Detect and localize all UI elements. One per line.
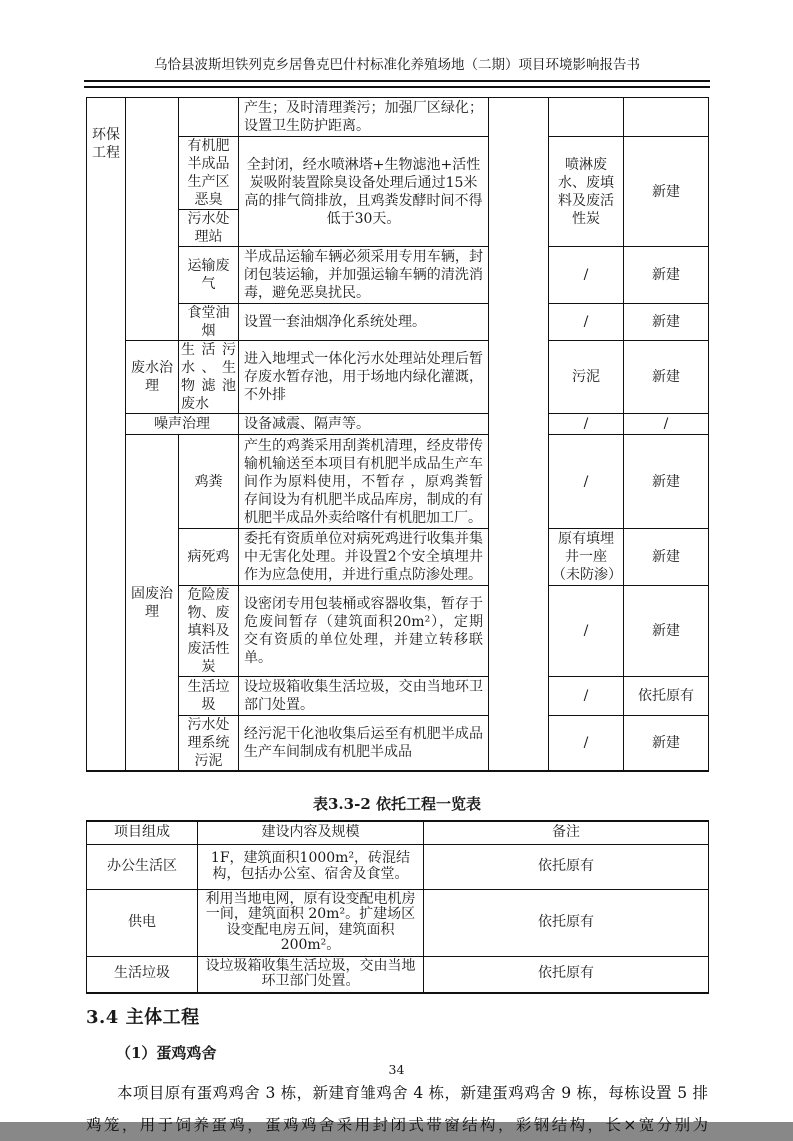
item-cell: 污水处理站 bbox=[179, 210, 239, 247]
measure-desc-cell: 进入地埋式一体化污水处理站处理后暂存废水暂存池，用于场地内绿化灌溉，不外排 bbox=[239, 341, 489, 414]
measure-desc-cell: 委托有资质单位对病死鸡进行收集并集中无害化处理。并设置2个安全填埋井作为应急使用，并进行重点防渗处理。 bbox=[239, 529, 489, 586]
group-label-cell: 环保工程 bbox=[87, 98, 126, 772]
table-header-row bbox=[87, 821, 709, 844]
header-double-rule bbox=[84, 80, 710, 88]
note-cell: 新建 bbox=[624, 247, 709, 304]
note-cell: / bbox=[624, 414, 709, 435]
measure-desc-cell: 设置一套油烟净化系统处理。 bbox=[239, 304, 489, 341]
category-cell: 噪声治理 bbox=[126, 414, 239, 435]
content-cell: 设垃圾箱收集生活垃圾，交由当地环卫部门处置。 bbox=[198, 956, 424, 993]
measure-desc-cell: 经污泥干化池收集后运至有机肥半成品生产车间制成有机肥半成品 bbox=[239, 716, 489, 772]
body-paragraph bbox=[86, 1077, 708, 1141]
table-row bbox=[87, 341, 709, 414]
item-cell: 病死鸡 bbox=[179, 529, 239, 586]
measure-desc-cell: 产生；及时清理粪污；加强厂区绿化；设置卫生防护距离。 bbox=[239, 98, 489, 137]
paragraph-line: 鸡笼，用于饲养蛋鸡，蛋鸡鸡舍采用封闭式带窗结构，彩钢结构，长×宽分别为 bbox=[86, 1115, 708, 1134]
waste-cell: 污泥 bbox=[549, 341, 624, 414]
item-cell: 食堂油烟 bbox=[179, 304, 239, 341]
item-cell: 生活污水、生物滤池废水 bbox=[179, 341, 239, 414]
supporting-works-table bbox=[86, 820, 709, 994]
table-row bbox=[87, 677, 709, 716]
waste-cell: / bbox=[549, 677, 624, 716]
measure-desc-cell: 半成品运输车辆必须采用专用车辆，封闭包装运输，并加强运输车辆的清洗消毒，避免恶臭扰民。 bbox=[239, 247, 489, 304]
note-cell: 依托原有 bbox=[424, 889, 709, 956]
item-cell: 鸡粪 bbox=[179, 435, 239, 529]
note-cell: 新建 bbox=[624, 304, 709, 341]
note-cell: 依托原有 bbox=[424, 844, 709, 889]
content-cell: 利用当地电网，原有设变配电机房一间，建筑面积 20m²。扩建场区设变配电房五间，建筑面积 200m²。 bbox=[198, 889, 424, 956]
table-row bbox=[87, 956, 709, 993]
component-cell: 办公生活区 bbox=[87, 844, 198, 889]
item-cell: 危险废物、废填料及废活性炭 bbox=[179, 586, 239, 677]
table-row bbox=[87, 304, 709, 341]
table-row bbox=[87, 247, 709, 304]
waste-cell: / bbox=[549, 414, 624, 435]
category-empty-cell bbox=[126, 98, 179, 341]
table-row bbox=[87, 137, 709, 210]
table-row bbox=[87, 529, 709, 586]
note-cell: 依托原有 bbox=[424, 956, 709, 993]
note-cell: 新建 bbox=[624, 435, 709, 529]
note-cell: 新建 bbox=[624, 529, 709, 586]
waste-cell: / bbox=[549, 304, 624, 341]
table-row bbox=[87, 844, 709, 889]
spacer-column-cell bbox=[489, 98, 549, 772]
measure-desc-cell: 产生的鸡粪采用刮粪机清理，经皮带传输机输送至本项目有机肥半成品生产车间作为原料使用，不暂存 ，原鸡粪暂存间设为有机肥半成品库房，制成的有机肥半成品外卖给喀什有机肥加工厂。 bbox=[239, 435, 489, 529]
waste-cell: / bbox=[549, 716, 624, 772]
note-cell: 新建 bbox=[624, 341, 709, 414]
column-header: 建设内容及规模 bbox=[198, 821, 424, 844]
page-number: 34 bbox=[388, 1062, 405, 1077]
item-cell: 生活垃圾 bbox=[179, 677, 239, 716]
component-cell: 供电 bbox=[87, 889, 198, 956]
waste-cell: / bbox=[549, 586, 624, 677]
column-header: 备注 bbox=[424, 821, 709, 844]
env-protection-table bbox=[86, 97, 709, 772]
waste-empty-cell bbox=[549, 98, 624, 137]
measure-desc-cell: 设备减震、隔声等。 bbox=[239, 414, 489, 435]
table-row bbox=[87, 414, 709, 435]
table-row bbox=[87, 98, 709, 137]
category-cell: 固废治理 bbox=[126, 435, 179, 772]
waste-cell: / bbox=[549, 435, 624, 529]
table-row bbox=[87, 435, 709, 529]
table-row bbox=[87, 586, 709, 677]
note-cell: 新建 bbox=[624, 716, 709, 772]
waste-cell: 原有填埋井一座（未防渗） bbox=[549, 529, 624, 586]
item-cell: 有机肥半成品生产区恶臭 bbox=[179, 137, 239, 210]
table2-caption: 表3.3-2 依托工程一览表 bbox=[313, 795, 481, 813]
table-row bbox=[87, 716, 709, 772]
note-empty-cell bbox=[624, 98, 709, 137]
content-cell: 1F，建筑面积1000m²，砖混结构，包括办公室、宿舍及食堂。 bbox=[198, 844, 424, 889]
table-row bbox=[87, 889, 709, 956]
waste-cell: / bbox=[549, 247, 624, 304]
item-cell: 运输废气 bbox=[179, 247, 239, 304]
column-header: 项目组成 bbox=[87, 821, 198, 844]
item-cell: 污水处理系统污泥 bbox=[179, 716, 239, 772]
component-cell: 生活垃圾 bbox=[87, 956, 198, 993]
report-header-title: 乌恰县波斯坦铁列克乡居鲁克巴什村标准化养殖场地（二期）项目环境影响报告书 bbox=[154, 57, 640, 73]
note-cell: 依托原有 bbox=[624, 677, 709, 716]
section-subheading: （1）蛋鸡鸡舍 bbox=[116, 1043, 217, 1062]
measure-desc-cell: 全封闭，经水喷淋塔+生物滤池+活性炭吸附装置除臭设备处理后通过15米高的排气筒排放，且鸡粪发酵时间不得低于30天。 bbox=[239, 137, 489, 247]
item-empty-cell bbox=[179, 98, 239, 137]
measure-desc-cell: 设密闭专用包装桶或容器收集，暂存于危废间暂存（建筑面积20m²），定期交有资质的单位处理，并建立转移联单。 bbox=[239, 586, 489, 677]
note-cell: 新建 bbox=[624, 137, 709, 247]
note-cell: 新建 bbox=[624, 586, 709, 677]
section-heading: 3.4 主体工程 bbox=[86, 1006, 200, 1028]
category-cell: 废水治理 bbox=[126, 341, 179, 414]
measure-desc-cell: 设垃圾箱收集生活垃圾，交由当地环卫部门处置。 bbox=[239, 677, 489, 716]
waste-cell: 喷淋废水、废填料及废活性炭 bbox=[549, 137, 624, 247]
paragraph-line: 本项目原有蛋鸡鸡舍 3 栋，新建育雏鸡舍 4 栋，新建蛋鸡鸡舍 9 栋，每栋设置 5 排 bbox=[117, 1083, 708, 1102]
page-content bbox=[86, 97, 708, 1141]
